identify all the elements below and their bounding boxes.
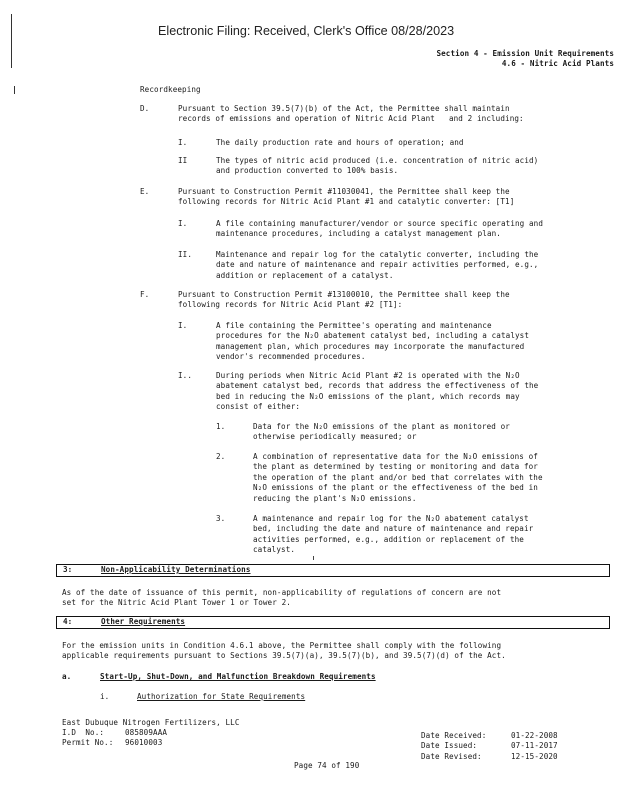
item-e-sub-1-num: I. <box>178 219 188 228</box>
item-f-sub-2-num: I.. <box>178 371 193 380</box>
item-f-text: Pursuant to Construction Permit #13100010, the Permittee shall keep the following records for Nitric Acid Plant #2 [T1]: <box>178 290 510 310</box>
section-4-number: 4: <box>63 617 73 626</box>
scan-edge-mark <box>14 86 15 94</box>
section-3-text: As of the date of issuance of this permit, non-applicability of regulations of concern are not set for the Nitric Acid Plant Tower 1 or Tower 2. <box>62 588 502 608</box>
item-d-letter: D. <box>140 104 150 113</box>
item-e-sub-2-num: II. <box>178 250 193 259</box>
footer-issued-label: Date Issued: <box>421 741 478 750</box>
item-f-subsub-2-text: A combination of representative data for the N₂O emissions of the plant as determined by testing or monitoring and data for the operation of the plant and/or bed that correlates with the N₂O emissions of the plant or the effectiveness of the bed in reducing the plant's N₂O emissions. <box>253 452 543 503</box>
footer-revised-value: 12-15-2020 <box>511 752 558 761</box>
section-4-title: Other Requirements <box>101 617 186 626</box>
section-4-sub-a-letter: a. <box>62 672 72 681</box>
section-4-sub-i-title: Authorization for State Requirements <box>137 692 306 701</box>
filing-stamp: Electronic Filing: Received, Clerk's Office 08/28/2023 <box>158 24 455 38</box>
recordkeeping-heading: Recordkeeping <box>140 85 201 94</box>
item-e-sub-1-text: A file containing manufacturer/vendor or source specific operating and maintenance procedures, including a catalyst management plan. <box>216 219 544 239</box>
item-d-sub-1-text: The daily production rate and hours of operation; and <box>216 138 464 147</box>
item-f-subsub-1-num: 1. <box>216 422 226 431</box>
section-3-number: 3: <box>63 565 73 574</box>
item-d-sub-1-num: I. <box>178 138 188 147</box>
item-f-subsub-2-num: 2. <box>216 452 226 461</box>
footer-page-number: Page 74 of 190 <box>294 761 360 770</box>
footer-company: East Dubuque Nitrogen Fertilizers, LLC <box>62 718 240 727</box>
item-e-text: Pursuant to Construction Permit #11030041, the Permittee shall keep the following records for Nitric Acid Plant #1 and catalytic converter: [T1] <box>178 187 515 207</box>
item-f-subsub-1-text: Data for the N₂O emissions of the plant as monitored or otherwise periodically measured; or <box>253 422 510 442</box>
item-f-subsub-3-num: 3. <box>216 514 226 523</box>
footer-received-label: Date Received: <box>421 731 487 740</box>
footer-issued-value: 07-11-2017 <box>511 741 558 750</box>
item-f-sub-1-num: I. <box>178 321 188 330</box>
scan-speck <box>313 556 314 560</box>
section-4-sub-i-num: i. <box>100 692 110 701</box>
footer-revised-label: Date Revised: <box>421 752 482 761</box>
item-d-sub-2-num: II <box>178 156 188 165</box>
footer-id-label: I.D No.: <box>62 728 105 737</box>
section-3-title: Non-Applicability Determinations <box>101 565 251 574</box>
item-f-letter: F. <box>140 290 150 299</box>
section-header-line1: Section 4 - Emission Unit Requirements <box>436 49 614 58</box>
footer-id-value: 085809AAA <box>125 728 168 737</box>
section-4-heading-box <box>56 616 610 629</box>
item-d-sub-2-text: The types of nitric acid produced (i.e. concentration of nitric acid) and production converted to 100% basis. <box>216 156 539 176</box>
section-3-heading-box <box>56 564 610 577</box>
footer-received-value: 01-22-2008 <box>511 731 558 740</box>
item-e-sub-2-text: Maintenance and repair log for the catalytic converter, including the date and nature of maintenance and repair activities performed, e.g., addition or replacement of a catalyst. <box>216 250 539 280</box>
item-f-sub-1-text: A file containing the Permittee's operating and maintenance procedures for the N₂O abatement catalyst bed, including a catalyst management plan, which procedures may incorporate the manufactured vendor's recommended procedures. <box>216 321 530 362</box>
item-f-sub-2-text: During periods when Nitric Acid Plant #2 is operated with the N₂O abatement catalyst bed, records that address the effectiveness of the bed in reducing the N₂O emissions of the plant, which records may consist of either: <box>216 371 539 412</box>
section-header-line2: 4.6 - Nitric Acid Plants <box>501 59 614 68</box>
scan-edge-mark <box>11 14 12 68</box>
section-4-sub-a-title: Start-Up, Shut-Down, and Malfunction Breakdown Requirements <box>100 672 376 681</box>
footer-permit-label: Permit No.: <box>62 738 114 747</box>
item-d-text: Pursuant to Section 39.5(7)(b) of the Act, the Permittee shall maintain records of emissions and operation of Nitric Acid Plant and 2 including: <box>178 104 524 124</box>
section-4-text: For the emission units in Condition 4.6.1 above, the Permittee shall comply with the following applicable requirements pursuant to Sections 39.5(7)(a), 39.5(7)(b), and 39.5(7)(d) of the Act. <box>62 641 506 661</box>
item-f-subsub-3-text: A maintenance and repair log for the N₂O abatement catalyst bed, including the date and nature of maintenance and repair activities performed, e.g., addition or replacement of the catalyst. <box>253 514 534 555</box>
footer-permit-value: 96010003 <box>125 738 163 747</box>
item-e-letter: E. <box>140 187 150 196</box>
